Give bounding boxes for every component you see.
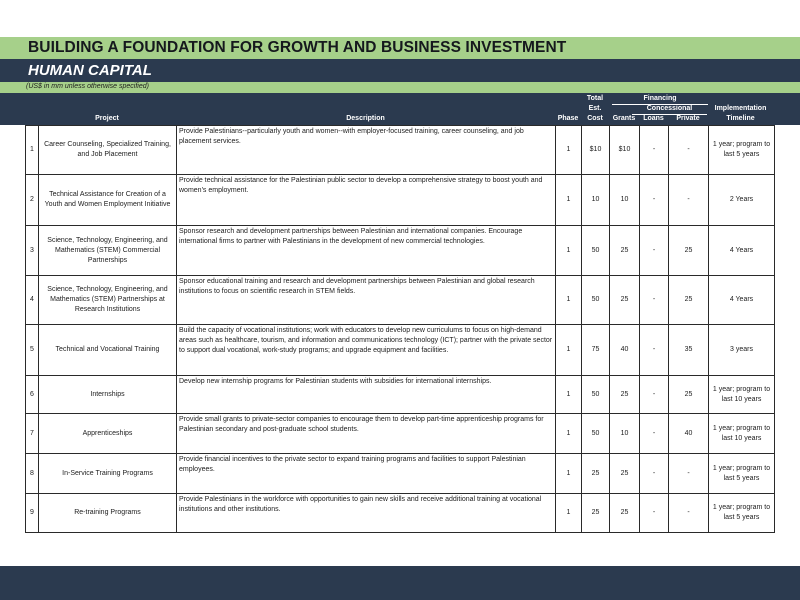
section-band: [0, 59, 800, 82]
header-total: Total: [586, 95, 604, 102]
row-number: 2: [26, 175, 39, 225]
private-value: -: [669, 126, 709, 174]
timeline-value: 3 years: [730, 346, 753, 353]
project-description: Provide financial incentives to the private sector to expand training programs and facilities to support Palestinian employees.: [177, 454, 556, 493]
table-header: [0, 93, 800, 125]
row-number: 6: [26, 376, 39, 413]
projects-table: [25, 125, 775, 533]
header-project: Project: [95, 115, 119, 122]
units-note: (US$ in mm unless otherwise specified): [26, 83, 149, 90]
phase-value: 1: [556, 126, 582, 174]
cost-value: 25: [582, 454, 610, 493]
private-value: 40: [669, 414, 709, 453]
grants-value: 25: [610, 376, 640, 413]
row-number: 5: [26, 325, 39, 375]
row-number: 8: [26, 454, 39, 493]
timeline-value: 2 Years: [729, 196, 754, 203]
project-name: Re-training Programs: [39, 494, 177, 532]
timeline-value: 1 year; program to last 10 years: [712, 424, 771, 442]
row-number: 9: [26, 494, 39, 532]
grants-value: 10: [610, 414, 640, 453]
project-description: Develop new internship programs for Palestinian students with subsidies for international internships.: [177, 376, 556, 413]
phase-value: 1: [556, 175, 582, 225]
project-description: Provide Palestinians--particularly youth and women--with employer-focused training, career counseling, and job placement services.: [177, 126, 556, 174]
table-row: [26, 226, 774, 276]
cost-value: 75: [582, 325, 610, 375]
table-row: [26, 276, 774, 325]
grants-value: 40: [610, 325, 640, 375]
cost-value: 50: [582, 226, 610, 275]
header-implementation: Implementation: [714, 105, 767, 112]
section-title: HUMAN CAPITAL: [28, 62, 152, 79]
row-number: 3: [26, 226, 39, 275]
project-name: Apprenticeships: [39, 414, 177, 453]
header-phase: Phase: [557, 115, 579, 122]
timeline-value: 1 year; program to last 5 years: [712, 141, 771, 158]
grants-value: 25: [610, 454, 640, 493]
loans-value: -: [640, 494, 669, 532]
project-name: Technical Assistance for Creation of a Youth and Women Employment Initiative: [39, 175, 177, 225]
table-row: [26, 325, 774, 376]
timeline-value: 1 year; program to last 5 years: [712, 464, 771, 482]
table-row: [26, 414, 774, 454]
header-private: Private: [676, 115, 700, 122]
project-description: Sponsor research and development partnerships between Palestinian and international companies. Encourage international firms to partner with Palestinians in the development of new commercial technologies.: [177, 226, 556, 275]
units-band: [0, 82, 800, 93]
header-timeline: Timeline: [726, 115, 755, 122]
header-financing: Financing: [643, 95, 677, 102]
project-name: Internships: [39, 376, 177, 413]
project-description: Provide technical assistance for the Palestinian public sector to develop a comprehensive strategy to boost youth and women's employment.: [177, 175, 556, 225]
title-band: [0, 37, 800, 59]
header-concessional: Concessional: [646, 105, 693, 112]
grants-value: 25: [610, 226, 640, 275]
loans-value: -: [640, 226, 669, 275]
private-value: 25: [669, 276, 709, 324]
row-number: 1: [26, 126, 39, 174]
phase-value: 1: [556, 276, 582, 324]
table-row: [26, 454, 774, 494]
header-loans: Loans: [643, 115, 664, 122]
phase-value: 1: [556, 454, 582, 493]
table-row: [26, 126, 774, 175]
loans-value: -: [640, 325, 669, 375]
grants-value: $10: [610, 126, 640, 174]
cost-value: 10: [582, 175, 610, 225]
project-name: Technical and Vocational Training: [39, 325, 177, 375]
private-value: 25: [669, 226, 709, 275]
table-row: [26, 376, 774, 414]
project-name: In-Service Training Programs: [39, 454, 177, 493]
header-description: Description: [346, 115, 385, 122]
phase-value: 1: [556, 226, 582, 275]
project-description: Sponsor educational training and research and development partnerships between Palestinian and global research institutions to focus on scientific research in STEM fields.: [177, 276, 556, 324]
grants-value: 25: [610, 494, 640, 532]
private-value: 35: [669, 325, 709, 375]
row-number: 7: [26, 414, 39, 453]
loans-value: -: [640, 276, 669, 324]
grants-value: 10: [610, 175, 640, 225]
project-name: Career Counseling, Specialized Training, and Job Placement: [39, 126, 177, 174]
cost-value: $10: [582, 126, 610, 174]
loans-value: -: [640, 376, 669, 413]
timeline-value: 4 Years: [729, 246, 754, 254]
cost-value: 25: [582, 494, 610, 532]
loans-value: -: [640, 175, 669, 225]
private-value: 25: [669, 376, 709, 413]
table-row: [26, 494, 774, 532]
timeline-value: 1 year; program to last 5 years: [712, 504, 771, 521]
loans-value: -: [640, 454, 669, 493]
phase-value: 1: [556, 325, 582, 375]
cost-value: 50: [582, 276, 610, 324]
page-title: BUILDING A FOUNDATION FOR GROWTH AND BUSINESS INVESTMENT: [28, 39, 567, 56]
cost-value: 50: [582, 414, 610, 453]
header-est: Est.: [588, 105, 602, 112]
project-name: Science, Technology, Engineering, and Mathematics (STEM) Partnerships at Research Institutions: [39, 276, 177, 324]
grants-value: 25: [610, 276, 640, 324]
timeline-value: 1 year; program to last 10 years: [712, 385, 771, 403]
cost-value: 50: [582, 376, 610, 413]
private-value: -: [669, 175, 709, 225]
row-number: 4: [26, 276, 39, 324]
header-cost: Cost: [587, 115, 603, 122]
project-name: Science, Technology, Engineering, and Mathematics (STEM) Commercial Partnerships: [39, 226, 177, 275]
phase-value: 1: [556, 494, 582, 532]
project-description: Provide Palestinians in the workforce with opportunities to gain new skills and receive additional training at vocational institutions and other institutions.: [177, 494, 556, 532]
footer-band: [0, 566, 800, 600]
phase-value: 1: [556, 376, 582, 413]
table-row: [26, 175, 774, 226]
loans-value: -: [640, 126, 669, 174]
header-grants: Grants: [612, 115, 636, 122]
phase-value: 1: [556, 414, 582, 453]
timeline-value: 4 Years: [729, 296, 754, 303]
loans-value: -: [640, 414, 669, 453]
project-description: Provide small grants to private-sector companies to encourage them to develop part-time apprenticeship programs for Palestinian secondary and post-graduate school students.: [177, 414, 556, 453]
private-value: -: [669, 454, 709, 493]
private-value: -: [669, 494, 709, 532]
project-description: Build the capacity of vocational institutions; work with educators to develop new curriculums to focus on high-demand areas such as healthcare, tourism, and information and communications technology (ICT); partner with the private sector to support dual vocational, work-study programs; and upgrade equipment and facilities.: [177, 325, 556, 375]
